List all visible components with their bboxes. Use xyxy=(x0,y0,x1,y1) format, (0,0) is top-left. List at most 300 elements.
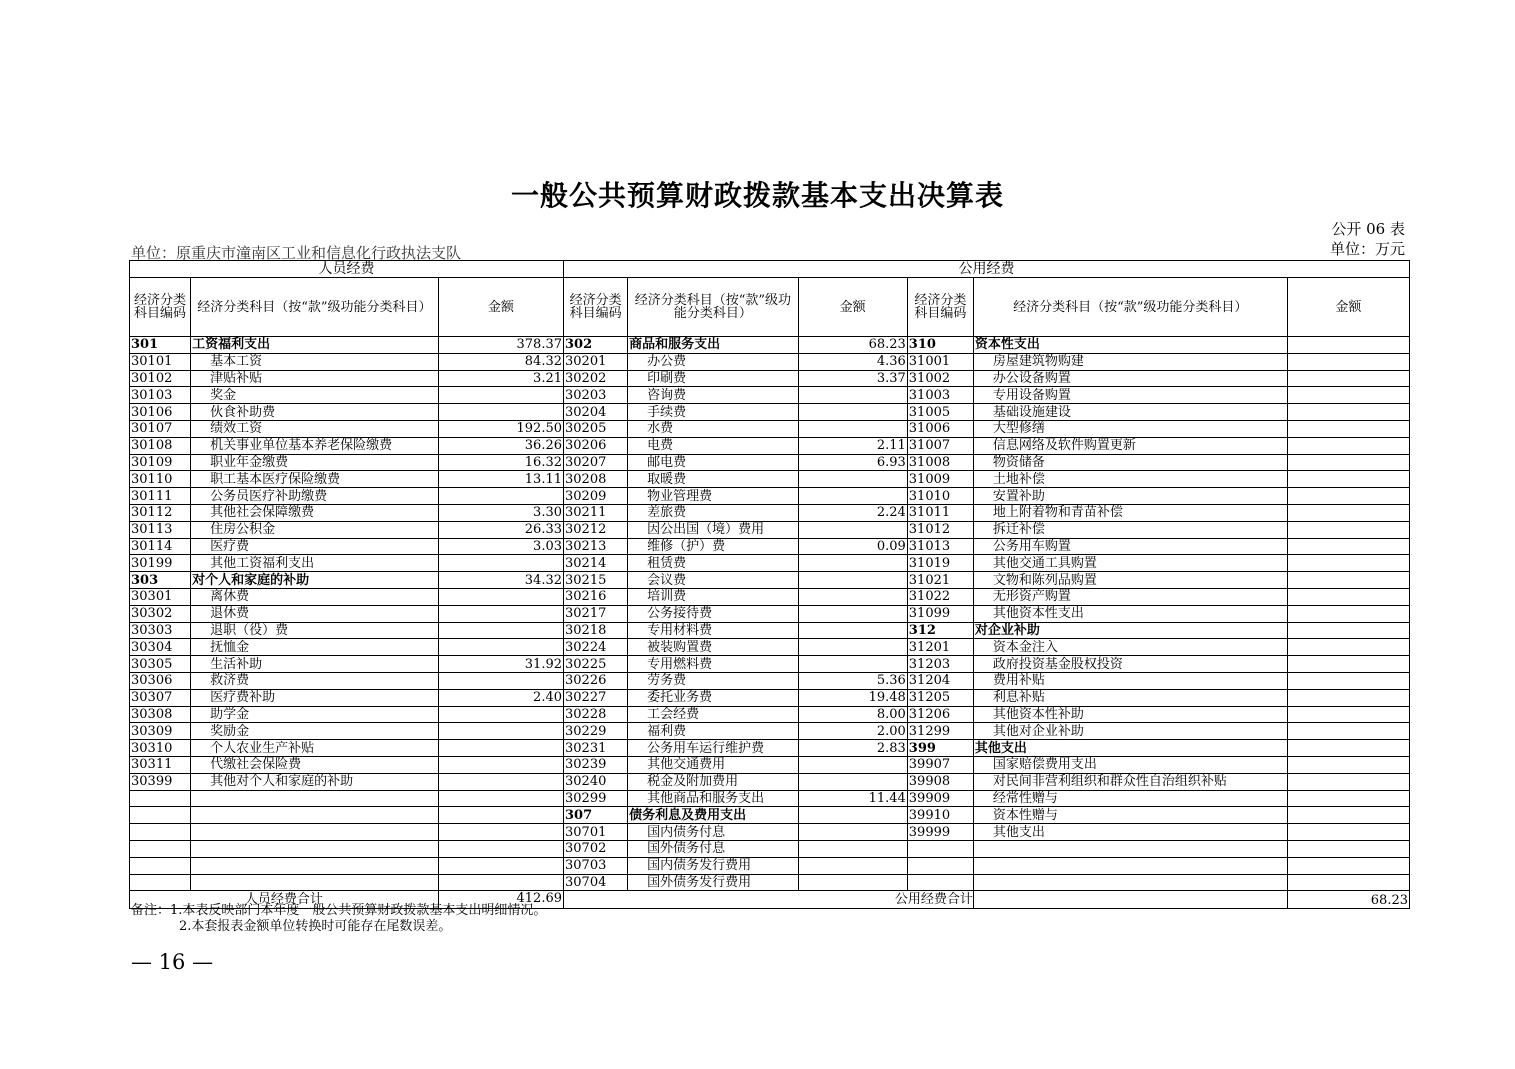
category-name: 专用设备购置 xyxy=(973,387,1287,404)
amount: 4.36 xyxy=(798,353,907,370)
table-row xyxy=(130,337,1410,354)
table-row xyxy=(130,538,1410,555)
economic-code: 303 xyxy=(130,572,191,589)
amount: 2.11 xyxy=(798,437,907,454)
economic-code: 30213 xyxy=(564,538,628,555)
category-name: 电费 xyxy=(628,437,798,454)
amount xyxy=(1287,471,1409,488)
amount: 3.21 xyxy=(438,370,563,387)
table-row xyxy=(130,488,1410,505)
table-row xyxy=(130,420,1410,437)
category-name: 因公出国（境）费用 xyxy=(628,521,798,538)
table-row xyxy=(130,588,1410,605)
amount xyxy=(1287,605,1409,622)
amount xyxy=(1287,555,1409,572)
economic-code: 30305 xyxy=(130,656,191,673)
category-name: 咨询费 xyxy=(628,387,798,404)
economic-code: 30227 xyxy=(564,689,628,706)
economic-code xyxy=(130,790,191,807)
economic-code: 30307 xyxy=(130,689,191,706)
category-name: 无形资产购置 xyxy=(973,588,1287,605)
economic-code: 310 xyxy=(907,337,973,354)
personnel-total-label: 人员经费合计 xyxy=(130,891,439,909)
amount xyxy=(1287,538,1409,555)
category-name: 津贴补贴 xyxy=(191,370,439,387)
category-name: 会议费 xyxy=(628,572,798,589)
amount: 31.92 xyxy=(438,656,563,673)
amount: 6.93 xyxy=(798,454,907,471)
economic-code: 30204 xyxy=(564,404,628,421)
category-name: 委托业务费 xyxy=(628,689,798,706)
economic-code xyxy=(130,874,191,891)
economic-code: 30208 xyxy=(564,471,628,488)
economic-code: 30702 xyxy=(564,840,628,857)
table-row xyxy=(130,454,1410,471)
amount xyxy=(438,824,563,841)
economic-code: 30701 xyxy=(564,824,628,841)
table-row xyxy=(130,555,1410,572)
category-name: 奖金 xyxy=(191,387,439,404)
page-number: — 16 — xyxy=(131,950,214,974)
economic-code: 30704 xyxy=(564,874,628,891)
economic-code: 30203 xyxy=(564,387,628,404)
table-row xyxy=(130,807,1410,824)
economic-code: 30114 xyxy=(130,538,191,555)
category-name: 专用燃料费 xyxy=(628,656,798,673)
economic-code: 31002 xyxy=(907,370,973,387)
economic-code: 30218 xyxy=(564,622,628,639)
category-name: 房屋建筑物购建 xyxy=(973,353,1287,370)
amount xyxy=(798,639,907,656)
category-name: 其他交通费用 xyxy=(628,756,798,773)
personnel-total-amount: 412.69 xyxy=(438,891,563,909)
amount xyxy=(798,824,907,841)
amount xyxy=(438,605,563,622)
amount xyxy=(1287,672,1409,689)
economic-code: 30302 xyxy=(130,605,191,622)
economic-code: 39907 xyxy=(907,756,973,773)
table-row xyxy=(130,404,1410,421)
amount: 16.32 xyxy=(438,454,563,471)
category-name xyxy=(191,824,439,841)
category-name: 国外债务付息 xyxy=(628,840,798,857)
category-name: 其他资本性补助 xyxy=(973,706,1287,723)
economic-code: 30228 xyxy=(564,706,628,723)
category-name: 其他对企业补助 xyxy=(973,723,1287,740)
table-row xyxy=(130,504,1410,521)
amount xyxy=(1287,656,1409,673)
economic-code: 30226 xyxy=(564,672,628,689)
economic-code: 39908 xyxy=(907,773,973,790)
category-name: 公务用车购置 xyxy=(973,538,1287,555)
table-row xyxy=(130,387,1410,404)
header-amount: 金额 xyxy=(438,278,563,337)
category-name: 国外债务发行费用 xyxy=(628,874,798,891)
economic-code: 30703 xyxy=(564,857,628,874)
economic-code: 30199 xyxy=(130,555,191,572)
table-row xyxy=(130,672,1410,689)
economic-code: 30301 xyxy=(130,588,191,605)
amount xyxy=(1287,370,1409,387)
header-amount: 金额 xyxy=(1287,278,1409,337)
amount: 36.26 xyxy=(438,437,563,454)
amount xyxy=(438,404,563,421)
economic-code: 31010 xyxy=(907,488,973,505)
header-name: 经济分类科目（按“款”级功能分类科目） xyxy=(973,278,1287,337)
category-name: 福利费 xyxy=(628,723,798,740)
amount xyxy=(798,874,907,891)
category-name: 退休费 xyxy=(191,605,439,622)
amount: 5.36 xyxy=(798,672,907,689)
economic-code: 30209 xyxy=(564,488,628,505)
category-name: 税金及附加费用 xyxy=(628,773,798,790)
amount xyxy=(1287,639,1409,656)
economic-code: 31204 xyxy=(907,672,973,689)
table-row xyxy=(130,824,1410,841)
amount xyxy=(438,622,563,639)
category-name: 经常性赠与 xyxy=(973,790,1287,807)
table-row xyxy=(130,437,1410,454)
economic-code: 30311 xyxy=(130,756,191,773)
category-name: 对企业补助 xyxy=(973,622,1287,639)
category-name: 差旅费 xyxy=(628,504,798,521)
table-row xyxy=(130,689,1410,706)
amount xyxy=(798,756,907,773)
amount: 26.33 xyxy=(438,521,563,538)
header-name: 经济分类科目（按“款”级功能分类科目） xyxy=(628,278,798,337)
economic-code: 307 xyxy=(564,807,628,824)
economic-code: 30103 xyxy=(130,387,191,404)
category-name: 公务接待费 xyxy=(628,605,798,622)
unit-organization: 单位：原重庆市潼南区工业和信息化行政执法支队 xyxy=(131,244,462,262)
amount xyxy=(438,723,563,740)
amount xyxy=(1287,807,1409,824)
amount xyxy=(1287,588,1409,605)
economic-code: 31205 xyxy=(907,689,973,706)
amount: 13.11 xyxy=(438,471,563,488)
economic-code: 31007 xyxy=(907,437,973,454)
page-title: 一般公共预算财政拨款基本支出决算表 xyxy=(510,179,1004,212)
category-name: 租赁费 xyxy=(628,555,798,572)
amount xyxy=(798,420,907,437)
amount: 34.32 xyxy=(438,572,563,589)
economic-code: 30113 xyxy=(130,521,191,538)
category-name: 其他支出 xyxy=(973,740,1287,757)
table-row xyxy=(130,874,1410,891)
table-row xyxy=(130,840,1410,857)
note-1: 备注：1.本表反映部门本年度一般公共预算财政拨款基本支出明细情况。 xyxy=(131,903,547,918)
category-name: 被装购置费 xyxy=(628,639,798,656)
economic-code: 30216 xyxy=(564,588,628,605)
category-name: 救济费 xyxy=(191,672,439,689)
category-name: 物业管理费 xyxy=(628,488,798,505)
economic-code: 30108 xyxy=(130,437,191,454)
category-name: 维修（护）费 xyxy=(628,538,798,555)
category-name: 政府投资基金股权投资 xyxy=(973,656,1287,673)
category-name xyxy=(191,857,439,874)
amount: 192.50 xyxy=(438,420,563,437)
category-name: 培训费 xyxy=(628,588,798,605)
category-name: 办公设备购置 xyxy=(973,370,1287,387)
economic-code: 39999 xyxy=(907,824,973,841)
amount xyxy=(438,672,563,689)
amount: 0.09 xyxy=(798,538,907,555)
category-name: 劳务费 xyxy=(628,672,798,689)
economic-code: 30201 xyxy=(564,353,628,370)
amount xyxy=(1287,689,1409,706)
amount xyxy=(438,706,563,723)
category-name: 其他交通工具购置 xyxy=(973,555,1287,572)
economic-code: 31008 xyxy=(907,454,973,471)
amount xyxy=(1287,337,1409,354)
economic-code: 302 xyxy=(564,337,628,354)
category-name: 国内债务发行费用 xyxy=(628,857,798,874)
amount xyxy=(1287,572,1409,589)
amount: 3.37 xyxy=(798,370,907,387)
amount xyxy=(1287,353,1409,370)
category-name: 资本性赠与 xyxy=(973,807,1287,824)
category-name: 离休费 xyxy=(191,588,439,605)
amount xyxy=(1287,622,1409,639)
amount: 11.44 xyxy=(798,790,907,807)
economic-code: 31206 xyxy=(907,706,973,723)
table-row xyxy=(130,773,1410,790)
economic-code: 31013 xyxy=(907,538,973,555)
economic-code xyxy=(907,840,973,857)
economic-code: 30303 xyxy=(130,622,191,639)
economic-code xyxy=(130,824,191,841)
amount xyxy=(798,521,907,538)
category-name: 安置补助 xyxy=(973,488,1287,505)
header-code: 经济分类科目编码 xyxy=(907,278,973,337)
notes xyxy=(131,903,546,935)
category-name: 国家赔偿费用支出 xyxy=(973,756,1287,773)
amount xyxy=(1287,706,1409,723)
amount xyxy=(438,807,563,824)
economic-code: 30102 xyxy=(130,370,191,387)
amount xyxy=(438,857,563,874)
category-name: 工会经费 xyxy=(628,706,798,723)
category-name: 公务员医疗补助缴费 xyxy=(191,488,439,505)
economic-code: 30106 xyxy=(130,404,191,421)
category-name: 专用材料费 xyxy=(628,622,798,639)
amount: 3.30 xyxy=(438,504,563,521)
category-name: 助学金 xyxy=(191,706,439,723)
economic-code: 30306 xyxy=(130,672,191,689)
economic-code: 31001 xyxy=(907,353,973,370)
economic-code xyxy=(907,874,973,891)
economic-code: 30101 xyxy=(130,353,191,370)
table-row xyxy=(130,740,1410,757)
amount: 2.40 xyxy=(438,689,563,706)
category-name: 拆迁补偿 xyxy=(973,521,1287,538)
category-name xyxy=(973,840,1287,857)
economic-code: 30214 xyxy=(564,555,628,572)
economic-code: 31003 xyxy=(907,387,973,404)
category-name: 其他对个人和家庭的补助 xyxy=(191,773,439,790)
category-name: 工资福利支出 xyxy=(191,337,439,354)
amount xyxy=(798,572,907,589)
amount: 19.48 xyxy=(798,689,907,706)
category-name: 地上附着物和青苗补偿 xyxy=(973,504,1287,521)
economic-code xyxy=(130,840,191,857)
amount xyxy=(438,790,563,807)
group-header-row xyxy=(130,261,1410,278)
category-name: 职工基本医疗保险缴费 xyxy=(191,471,439,488)
amount xyxy=(798,588,907,605)
economic-code: 30109 xyxy=(130,454,191,471)
table-row xyxy=(130,605,1410,622)
category-name: 基础设施建设 xyxy=(973,404,1287,421)
amount xyxy=(798,471,907,488)
economic-code: 30309 xyxy=(130,723,191,740)
amount xyxy=(798,773,907,790)
amount xyxy=(1287,874,1409,891)
category-name: 其他工资福利支出 xyxy=(191,555,439,572)
table-row xyxy=(130,723,1410,740)
category-name: 手续费 xyxy=(628,404,798,421)
amount xyxy=(798,857,907,874)
amount xyxy=(798,605,907,622)
economic-code: 31021 xyxy=(907,572,973,589)
category-name: 对民间非营利组织和群众性自治组织补贴 xyxy=(973,773,1287,790)
table-row xyxy=(130,656,1410,673)
category-name: 信息网络及软件购置更新 xyxy=(973,437,1287,454)
economic-code: 30310 xyxy=(130,740,191,757)
amount: 3.03 xyxy=(438,538,563,555)
economic-code: 30240 xyxy=(564,773,628,790)
amount xyxy=(1287,404,1409,421)
note-2: 2.本套报表金额单位转换时可能存在尾数误差。 xyxy=(179,919,452,934)
amount xyxy=(1287,437,1409,454)
amount xyxy=(1287,387,1409,404)
economic-code: 31299 xyxy=(907,723,973,740)
category-name: 文物和陈列品购置 xyxy=(973,572,1287,589)
economic-code: 39910 xyxy=(907,807,973,824)
category-name: 个人农业生产补贴 xyxy=(191,740,439,757)
economic-code: 31012 xyxy=(907,521,973,538)
table-row xyxy=(130,639,1410,656)
amount xyxy=(1287,773,1409,790)
table-row xyxy=(130,790,1410,807)
amount xyxy=(438,840,563,857)
category-name: 其他社会保障缴费 xyxy=(191,504,439,521)
category-name: 国内债务付息 xyxy=(628,824,798,841)
economic-code: 31011 xyxy=(907,504,973,521)
economic-code: 30110 xyxy=(130,471,191,488)
economic-code: 30239 xyxy=(564,756,628,773)
amount xyxy=(1287,723,1409,740)
amount xyxy=(438,387,563,404)
category-name: 绩效工资 xyxy=(191,420,439,437)
amount xyxy=(798,840,907,857)
table-row xyxy=(130,370,1410,387)
amount xyxy=(438,874,563,891)
economic-code xyxy=(130,807,191,824)
economic-code: 30212 xyxy=(564,521,628,538)
table-row xyxy=(130,353,1410,370)
group-personnel: 人员经费 xyxy=(130,261,564,278)
economic-code: 31099 xyxy=(907,605,973,622)
category-name xyxy=(973,857,1287,874)
category-name xyxy=(973,874,1287,891)
table-row xyxy=(130,471,1410,488)
amount: 378.37 xyxy=(438,337,563,354)
economic-code: 31006 xyxy=(907,420,973,437)
amount xyxy=(798,622,907,639)
category-name: 债务利息及费用支出 xyxy=(628,807,798,824)
category-name: 对个人和家庭的补助 xyxy=(191,572,439,589)
economic-code: 31005 xyxy=(907,404,973,421)
amount: 2.83 xyxy=(798,740,907,757)
amount xyxy=(1287,521,1409,538)
economic-code: 30211 xyxy=(564,504,628,521)
amount xyxy=(438,588,563,605)
category-name: 代缴社会保险费 xyxy=(191,756,439,773)
economic-code: 30308 xyxy=(130,706,191,723)
economic-code: 30224 xyxy=(564,639,628,656)
category-name: 伙食补助费 xyxy=(191,404,439,421)
amount xyxy=(438,756,563,773)
economic-code: 30217 xyxy=(564,605,628,622)
category-name: 退职（役）费 xyxy=(191,622,439,639)
economic-code: 399 xyxy=(907,740,973,757)
category-name: 职业年金缴费 xyxy=(191,454,439,471)
amount: 2.24 xyxy=(798,504,907,521)
category-name: 住房公积金 xyxy=(191,521,439,538)
amount xyxy=(438,488,563,505)
amount xyxy=(1287,824,1409,841)
economic-code: 30205 xyxy=(564,420,628,437)
category-name: 印刷费 xyxy=(628,370,798,387)
category-name: 资本性支出 xyxy=(973,337,1287,354)
amount xyxy=(798,656,907,673)
amount xyxy=(798,404,907,421)
economic-code xyxy=(130,857,191,874)
economic-code: 31201 xyxy=(907,639,973,656)
header-code: 经济分类科目编码 xyxy=(130,278,191,337)
blank-cell xyxy=(973,891,1287,909)
economic-code: 30202 xyxy=(564,370,628,387)
table-row xyxy=(130,756,1410,773)
economic-code: 30112 xyxy=(130,504,191,521)
category-name: 基本工资 xyxy=(191,353,439,370)
amount xyxy=(1287,504,1409,521)
amount xyxy=(1287,488,1409,505)
category-name xyxy=(191,807,439,824)
table-row xyxy=(130,622,1410,639)
amount xyxy=(438,639,563,656)
economic-code: 301 xyxy=(130,337,191,354)
category-name xyxy=(191,790,439,807)
category-name: 土地补偿 xyxy=(973,471,1287,488)
economic-code: 30206 xyxy=(564,437,628,454)
category-name: 商品和服务支出 xyxy=(628,337,798,354)
economic-code: 31019 xyxy=(907,555,973,572)
economic-code: 31203 xyxy=(907,656,973,673)
category-name: 资本金注入 xyxy=(973,639,1287,656)
group-public: 公用经费 xyxy=(564,261,1410,278)
table-row xyxy=(130,706,1410,723)
category-name: 抚恤金 xyxy=(191,639,439,656)
amount xyxy=(1287,840,1409,857)
amount: 68.23 xyxy=(798,337,907,354)
amount xyxy=(798,555,907,572)
expenditure-table xyxy=(129,260,1410,909)
category-name: 大型修缮 xyxy=(973,420,1287,437)
economic-code: 30299 xyxy=(564,790,628,807)
amount: 2.00 xyxy=(798,723,907,740)
